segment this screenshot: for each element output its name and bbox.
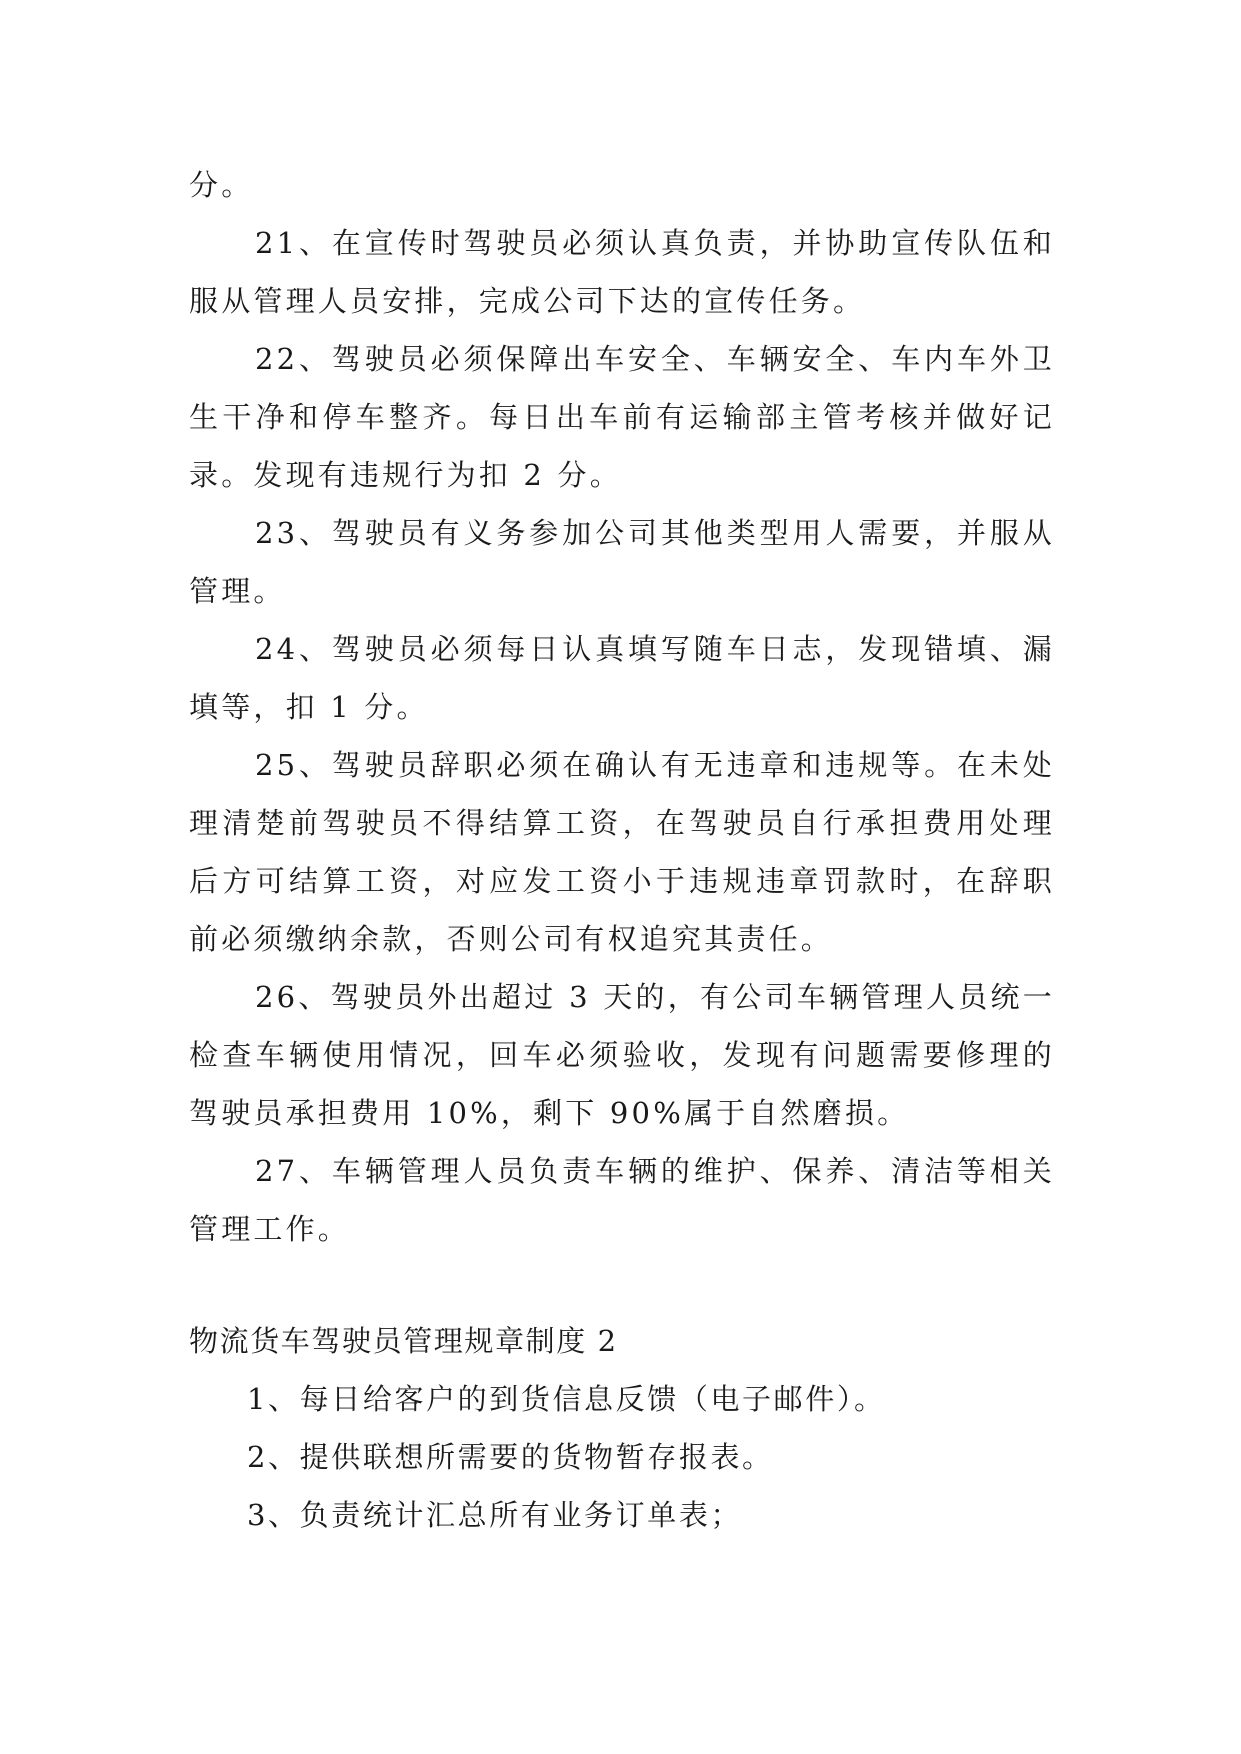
section-item-1: 1、每日给客户的到货信息反馈（电子邮件）。 [247, 1382, 886, 1416]
continuation-text: 分。 [189, 168, 254, 202]
rule-22: 22、驾驶员必须保障出车安全、车辆安全、车内车外卫生干净和停车整齐。每日出车前有运输部主管考核并做好记录。发现有违规行为扣 2 分。 [189, 342, 1055, 492]
section-title: 物流货车驾驶员管理规章制度 2 [189, 1324, 618, 1358]
rules-list [189, 214, 1055, 1258]
rule-23: 23、驾驶员有义务参加公司其他类型用人需要，并服从管理。 [189, 516, 1055, 608]
rule-24: 24、驾驶员必须每日认真填写随车日志，发现错填、漏填等，扣 1 分。 [189, 632, 1055, 724]
rule-21: 21、在宣传时驾驶员必须认真负责，并协助宣传队伍和服从管理人员安排，完成公司下达的宣传任务。 [189, 226, 1055, 318]
section-item-2: 2、提供联想所需要的货物暂存报表。 [247, 1440, 774, 1474]
rule-26: 26、驾驶员外出超过 3 天的，有公司车辆管理人员统一检查车辆使用情况，回车必须验收，发现有问题需要修理的驾驶员承担费用 10%，剩下 90%属于自然磨损。 [189, 980, 1055, 1130]
rule-25: 25、驾驶员辞职必须在确认有无违章和违规等。在未处理清楚前驾驶员不得结算工资，在驾驶员自行承担费用处理后方可结算工资，对应发工资小于违规违章罚款时，在辞职前必须缴纳余款，否则公司有权追究其责任。 [189, 748, 1055, 956]
rule-27: 27、车辆管理人员负责车辆的维护、保养、清洁等相关管理工作。 [189, 1154, 1055, 1246]
section-2 [189, 1312, 886, 1544]
section-item-3: 3、负责统计汇总所有业务订单表； [247, 1498, 743, 1532]
